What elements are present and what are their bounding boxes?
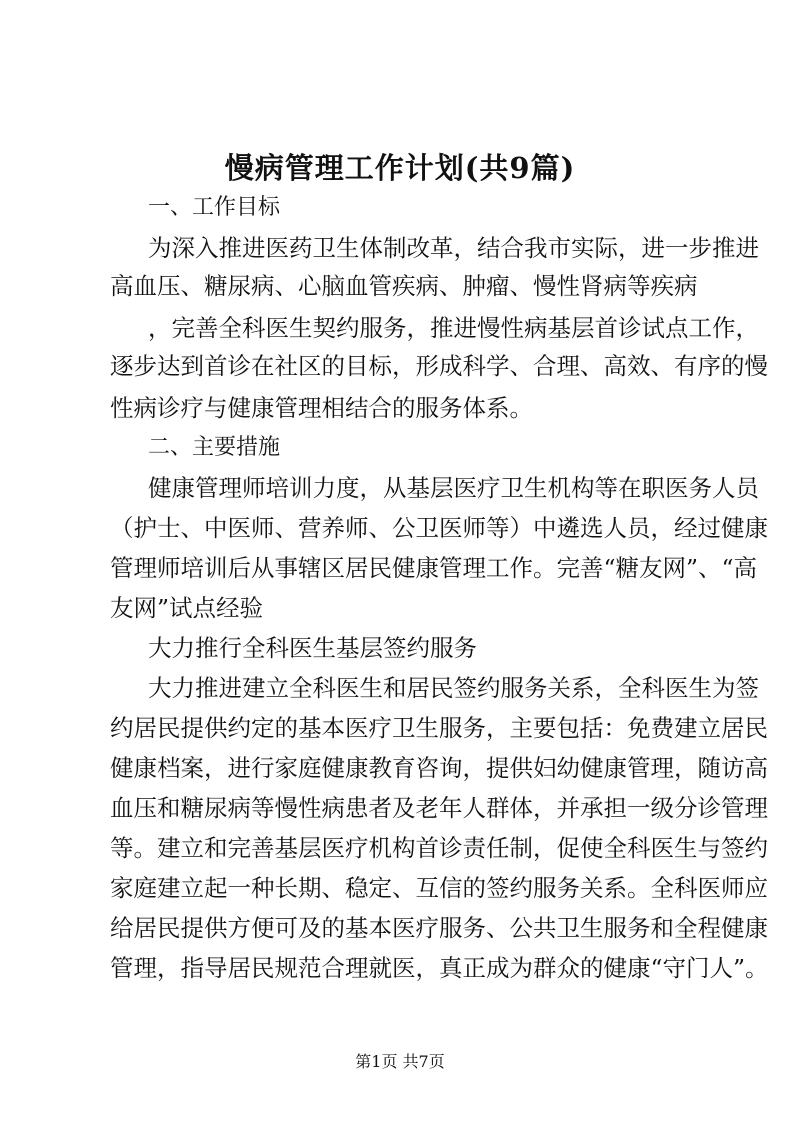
paragraph-line: 健康管理师培训力度，从基层医疗卫生机构等在职医务人员 [148, 474, 759, 502]
paragraph-line: 家庭建立起一种长期、稳定、互信的签约服务关系。全科医师应 [110, 874, 768, 902]
paragraph-line: 大力推进建立全科医生和居民签约服务关系，全科医生为签 [148, 674, 759, 702]
paragraph-line: （护士、中医师、营养师、公卫医师等）中遴选人员，经过健康 [110, 514, 768, 542]
section-heading-2: 二、主要措施 [148, 435, 281, 460]
paragraph-line: 给居民提供方便可及的基本医疗服务、公共卫生服务和全程健康 [110, 914, 768, 942]
paragraph-line: 等。建立和完善基层医疗机构首诊责任制，促使全科医生与签约 [110, 834, 768, 862]
subsection-heading: 大力推行全科医生基层签约服务 [148, 634, 477, 662]
paragraph-line: 管理，指导居民规范合理就医，真正成为群众的健康“守门人”。 [110, 954, 769, 982]
document-title: 慢病管理工作计划(共9篇) [224, 151, 576, 185]
page-number: 第1页 共7页 [355, 1052, 445, 1071]
paragraph-line: 高血压、糖尿病、心脑血管疾病、肿瘤、慢性肾病等疾病 [110, 272, 698, 300]
section-heading-1: 一、工作目标 [148, 195, 281, 220]
paragraph-line: ，完善全科医生契约服务，推进慢性病基层首诊试点工作， [148, 314, 759, 342]
paragraph-line: 血压和糖尿病等慢性病患者及老年人群体，并承担一级分诊管理 [110, 794, 768, 822]
paragraph-line: 为深入推进医药卫生体制改革，结合我市实际，进一步推进 [148, 234, 759, 262]
paragraph-line: 健康档案，进行家庭健康教育咨询，提供妇幼健康管理，随访高 [110, 754, 768, 782]
paragraph-line: 管理师培训后从事辖区居民健康管理工作。完善“糖友网”、“高 [110, 554, 758, 582]
paragraph-line: 友网”试点经验 [110, 594, 264, 622]
paragraph-line: 逐步达到首诊在社区的目标，形成科学、合理、高效、有序的慢 [110, 352, 768, 380]
paragraph-line: 约居民提供约定的基本医疗卫生服务，主要包括：免费建立居民 [110, 714, 768, 742]
paragraph-line: 性病诊疗与健康管理相结合的服务体系。 [110, 394, 533, 422]
